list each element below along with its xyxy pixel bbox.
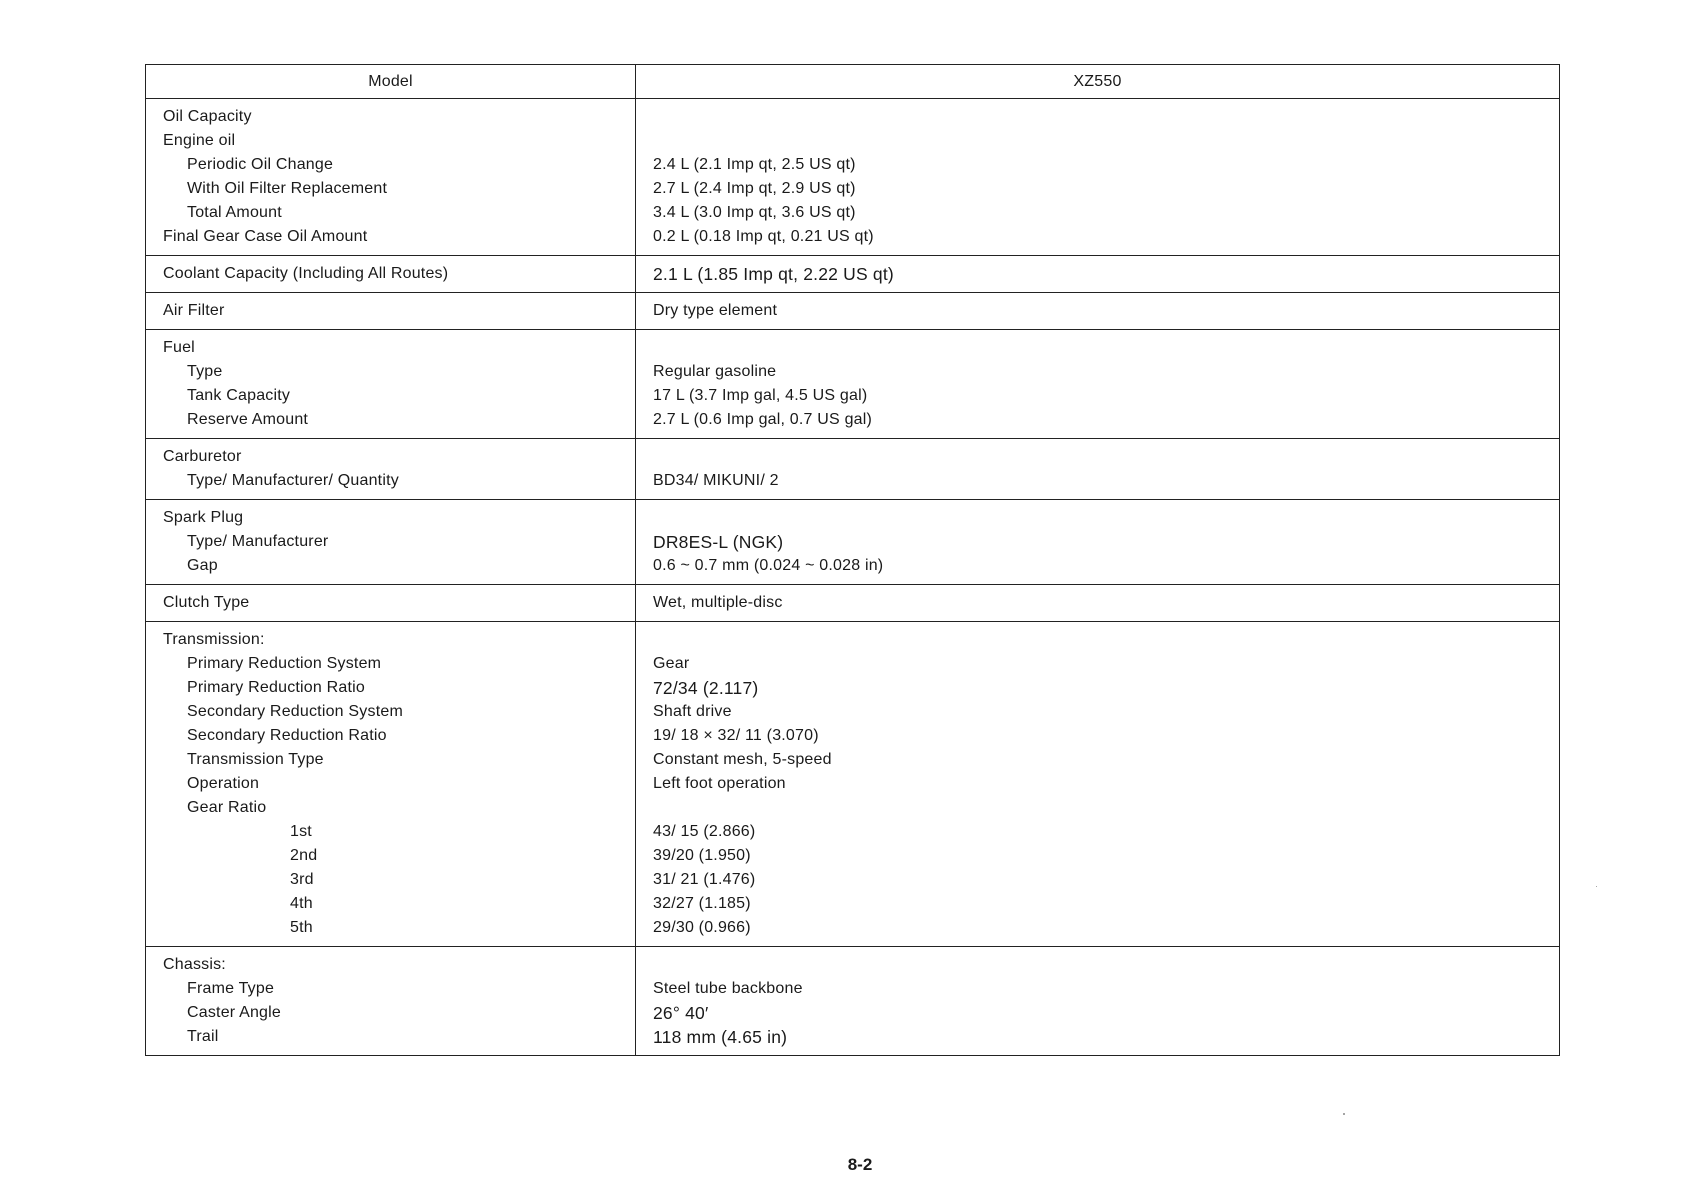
spec-value: 2.7 L (2.4 Imp qt, 2.9 US qt): [653, 180, 856, 197]
spec-value: 0.6 ~ 0.7 mm (0.024 ~ 0.028 in): [653, 557, 884, 574]
spec-label: Chassis:: [163, 956, 226, 973]
header-row: [146, 65, 1560, 99]
section-row-transmission: [146, 622, 1560, 947]
spec-label: Type/ Manufacturer/ Quantity: [187, 472, 399, 489]
model-label: Model: [146, 65, 636, 99]
label-cell: [146, 622, 636, 947]
section-row-clutch: [146, 585, 1560, 622]
spec-label: Secondary Reduction System: [187, 703, 403, 720]
spec-value: 26° 40′: [653, 1003, 709, 1023]
spec-value: 31/ 21 (1.476): [653, 871, 756, 888]
spec-label: Operation: [187, 775, 260, 792]
spec-label: Periodic Oil Change: [187, 156, 334, 173]
spec-value: Gear: [653, 655, 690, 672]
specifications-table: [145, 64, 1560, 1056]
spec-label: Final Gear Case Oil Amount: [163, 228, 368, 245]
spec-value: [653, 336, 1559, 360]
spec-label: Secondary Reduction Ratio: [187, 727, 387, 744]
spec-label: Primary Reduction Ratio: [187, 679, 365, 696]
spec-label: Type/ Manufacturer: [187, 533, 329, 550]
spec-value: DR8ES-L (NGK): [653, 532, 784, 552]
label-cell: [146, 439, 636, 500]
label-cell: [146, 99, 636, 256]
spec-value: 39/20 (1.950): [653, 847, 751, 864]
spec-value: BD34/ MIKUNI/ 2: [653, 472, 779, 489]
section-row-chassis: [146, 947, 1560, 1056]
scan-speck: [1343, 1113, 1345, 1115]
spec-label: Air Filter: [163, 302, 225, 319]
label-cell: [146, 947, 636, 1056]
spec-value: Dry type element: [653, 302, 778, 319]
spec-label: Spark Plug: [163, 509, 244, 526]
spec-value: [653, 628, 1559, 652]
spec-label: Transmission Type: [187, 751, 324, 768]
spec-value: 2.4 L (2.1 Imp qt, 2.5 US qt): [653, 156, 856, 173]
label-cell: [146, 500, 636, 585]
spec-value: 2.7 L (0.6 Imp gal, 0.7 US gal): [653, 411, 873, 428]
spec-value: [653, 796, 1559, 820]
spec-label: Primary Reduction System: [187, 655, 382, 672]
spec-label: Engine oil: [163, 132, 236, 149]
spec-value: 29/30 (0.966): [653, 919, 751, 936]
spec-value: [653, 506, 1559, 530]
spec-label: 5th: [290, 919, 313, 936]
value-cell: [636, 500, 1560, 585]
model-value: XZ550: [636, 65, 1560, 99]
spec-value: Shaft drive: [653, 703, 732, 720]
spec-label: Coolant Capacity (Including All Routes): [163, 265, 449, 282]
value-cell: [636, 256, 1560, 293]
section-row-air-filter: [146, 293, 1560, 330]
section-row-carburetor: [146, 439, 1560, 500]
spec-label: Tank Capacity: [187, 387, 291, 404]
spec-label: Total Amount: [187, 204, 282, 221]
spec-value: [653, 129, 1559, 153]
value-cell: [636, 99, 1560, 256]
spec-label: Type: [187, 363, 223, 380]
label-cell: [146, 256, 636, 293]
value-cell: [636, 330, 1560, 439]
spec-value: 43/ 15 (2.866): [653, 823, 756, 840]
section-row-fuel: [146, 330, 1560, 439]
spec-label: 3rd: [290, 871, 314, 888]
scan-speck: [1596, 886, 1597, 887]
spec-label: Fuel: [163, 339, 195, 356]
spec-value: Constant mesh, 5-speed: [653, 751, 832, 768]
spec-label: 1st: [290, 823, 312, 840]
spec-label: Gap: [187, 557, 218, 574]
spec-value: 32/27 (1.185): [653, 895, 751, 912]
spec-label: Trail: [187, 1028, 219, 1045]
spec-label: Carburetor: [163, 448, 242, 465]
value-cell: [636, 622, 1560, 947]
spec-value: 0.2 L (0.18 Imp qt, 0.21 US qt): [653, 228, 874, 245]
spec-label: Oil Capacity: [163, 108, 252, 125]
spec-label: 4th: [290, 895, 313, 912]
spec-value: 118 mm (4.65 in): [653, 1027, 788, 1047]
spec-value: Regular gasoline: [653, 363, 777, 380]
spec-label: Reserve Amount: [187, 411, 309, 428]
value-cell: [636, 585, 1560, 622]
spec-value: 3.4 L (3.0 Imp qt, 3.6 US qt): [653, 204, 856, 221]
spec-label: Transmission:: [163, 631, 265, 648]
spec-label: Gear Ratio: [187, 799, 267, 816]
spec-label: 2nd: [290, 847, 318, 864]
spec-label: Caster Angle: [187, 1004, 282, 1021]
page-number: 8-2: [847, 1155, 873, 1174]
spec-value: 72/34 (2.117): [653, 678, 759, 698]
label-cell: [146, 330, 636, 439]
spec-value: Left foot operation: [653, 775, 786, 792]
label-cell: [146, 293, 636, 330]
spec-value: 19/ 18 × 32/ 11 (3.070): [653, 727, 819, 744]
label-cell: [146, 585, 636, 622]
section-row-coolant: [146, 256, 1560, 293]
spec-value: 2.1 L (1.85 Imp qt, 2.22 US qt): [653, 264, 894, 284]
section-row-oil: [146, 99, 1560, 256]
spec-value: [653, 105, 1559, 129]
spec-label: Frame Type: [187, 980, 275, 997]
value-cell: [636, 439, 1560, 500]
value-cell: [636, 293, 1560, 330]
spec-value: [653, 445, 1559, 469]
spec-value: Wet, multiple-disc: [653, 594, 783, 611]
spec-label: Clutch Type: [163, 594, 250, 611]
spec-value: 17 L (3.7 Imp gal, 4.5 US gal): [653, 387, 868, 404]
spec-value: Steel tube backbone: [653, 980, 803, 997]
value-cell: [636, 947, 1560, 1056]
spec-value: [653, 953, 1559, 977]
section-row-spark-plug: [146, 500, 1560, 585]
spec-label: With Oil Filter Replacement: [187, 180, 388, 197]
